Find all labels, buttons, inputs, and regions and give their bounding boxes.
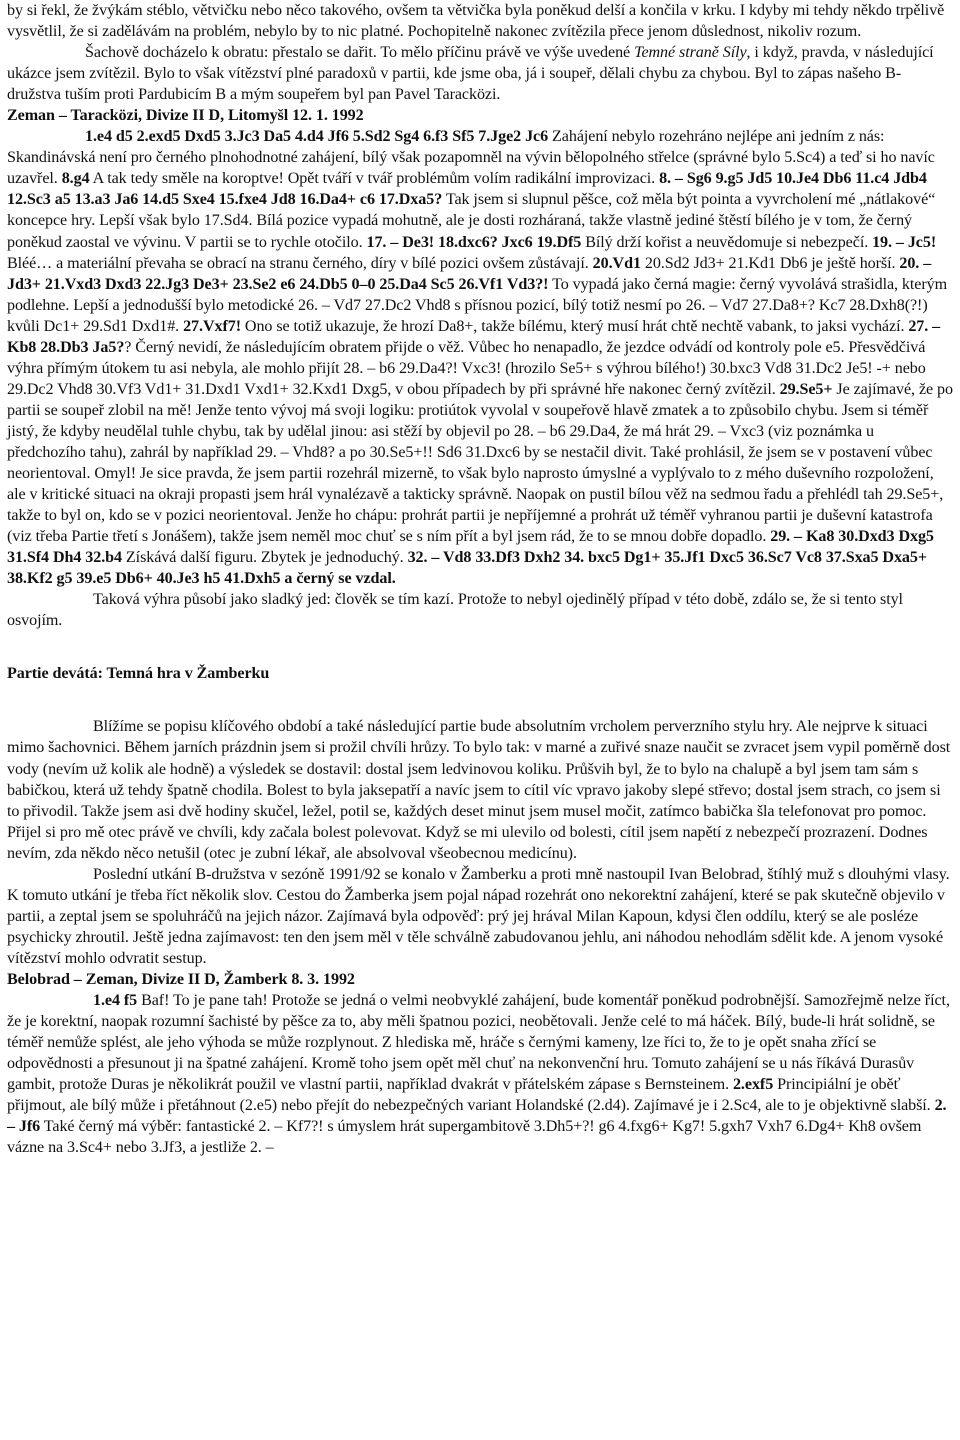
section-title: Partie devátá: Temná hra v Žamberku bbox=[7, 665, 270, 683]
comment: ? Černý nevidí, že následujícím obratem přijde o věž. Vůbec ho nenapadlo, že jezdce odvádí od kontroly pole e5. Přesvědčivá výhra přímým útokem tu asi nebyla, ale mohlo přijít 28. – b6 29.Da4?! Vxc3! (hrozilo Se5+ s výhrou bílého!) 30.bxc3 Vd8 31.Dc2 Je5! -+ nebo 29.Dc2 Vhd8 30.Vf3 Vd1+ 31.Dxd1 Vxd1+ 32.Kxd1 Dxg5, v obou případech by při správné hře nakonec černý zvítězil. bbox=[7, 338, 926, 398]
moves: 1.e4 f5 bbox=[93, 992, 138, 1010]
comment: Principiální je oběť přijmout, ale bílý může i přetáhnout (2.e5) nebo přejít do nebezpečných variant Holandské (2.d4). Zajímavé je i 2.Sc4, ale to je objektivně slabší. bbox=[7, 1076, 935, 1115]
moves: 32. – Vd8 33.Df3 Dxh2 34. bxc5 Dg1+ 35.Jf1 Dxc5 36.Sc7 Vc8 37.Sxa5 Dxa5+ 38.Kf2 g5 39.e5 Db6+ 40.Je3 h5 41.Dxh5 a černý se vzdal. bbox=[7, 549, 927, 588]
moves: 20.Vd1 bbox=[592, 254, 641, 272]
comment: Tak jsem si slupnul pěšce, což měla být pointa a vyvrcholení mé „nátlakové“ koncepce hry. Lepší však bylo 17.Sd4. Bílá pozice vypadá mohutně, ale je dosti rozháraná, takže vlastně jediné štěstí bílého je v tom, že černý poněkud zaostal ve vývinu. V partii se to rychle otočilo. bbox=[7, 191, 936, 251]
comment: Baf! To je pane tah! Protože se jedná o velmi neobvyklé zahájení, bude komentář poněkud podrobnější. Samozřejmě nelze říct, že je korektní, naopak rozumní šachisté by pěšce za to, aby měli špatnou pozici, neobětovali. Jenže celé to má háček. Bílý, bude-li hrát solidně, se téměř nemůže splést, ale jeho výhoda se může rozplynout. Z hlediska mě, hráče s černými kameny, lze říci to, že to je opět snaha zřící se odpovědnosti a přesunout ji na špatné zahájení. Kromě toho jsem opět měl chuť na nekonvenční hru. Tomuto zahájení se u nás říkává Durasův gambit, protože Duras je několikrát použil ve vlastní partii, například dvakrát v přátelském zápase s Bernsteinem. bbox=[7, 992, 950, 1094]
comment: Zahájení nebylo rozehráno nejlépe ani jedním z nás: Skandinávská není pro černého plnohodnotné zahájení, bílý však pozapomněl na vývin bělopolného střelce (správné bylo 5.Sc4) a teď si ho navíc uzavřel. bbox=[7, 128, 935, 188]
game-header-zeman-taraczozi: Zeman – Taracközi, Divize II D, Litomyšl 12. 1. 1992 bbox=[7, 107, 364, 125]
text-run: , i když, pravda, v následující ukázce jsem zvítězil. Bylo to však vítězství plné paradoxů v partii, kde jsme oba, já i soupeř, dělali chybu za chybou. Byl to zápas našeho B-družstva tuším proti Pardubicím B a mým soupeřem byl pan Pavel Taracközi. bbox=[7, 44, 934, 104]
comment: Bléé… a materiální převaha se obrací na stranu černého, díry v bílé pozici ovšem zůstávají. bbox=[7, 254, 593, 272]
comment: Získává další figuru. Zbytek je jednoduchý. bbox=[121, 549, 408, 567]
moves: 2. – Jf6 bbox=[7, 1097, 947, 1136]
comment: To vypadá jako černá magie: černý vyvolává strašidla, kterým podlehne. Lepší a jednodušší bylo metodické 26. – Vd7 27.Dc2 Vhd8 s přísnou pozicí, bílý totiž nesmí po 26. – Vd7 27.Da8+? Kc7 28.Dxh8(?!) kvůli Dc1+ 29.Sd1 Dxd1#. bbox=[7, 275, 948, 335]
paragraph-after-game: Taková výhra působí jako sladký jed: člověk se tím kazí. Protože to nebyl ojedinělý případ v této době, zdálo se, že si tento styl osvojím. bbox=[7, 591, 903, 630]
moves: 20. – Jd3+ 21.Vxd3 Dxd3 22.Jg3 De3+ 23.Se2 e6 24.Db5 0–0 25.Da4 Sc5 26.Vf1 Vd3?! bbox=[7, 254, 932, 293]
paragraph-shift bbox=[7, 42, 953, 105]
moves: 29. – Ka8 30.Dxd3 Dxg5 31.Sf4 Dh4 32.b4 bbox=[7, 528, 934, 567]
moves: 17. – De3! 18.dxc6? Jxc6 19.Df5 bbox=[366, 233, 582, 251]
moves: 19. – Jc5! bbox=[872, 233, 937, 251]
moves: 8.g4 bbox=[61, 170, 90, 188]
comment: Také černý má výběr: fantastické 2. – Kf7?! s úmyslem hrát supergambitově 3.Dh5+?! g6 4.fxg6+ Kg7! 5.gxh7 Vxh7 6.Dg4+ Kh8 ovšem vázne na 3.Sc4+ nebo 3.Jf3, a jestliže 2. – bbox=[7, 1118, 922, 1157]
comment: Ono se totiž ukazuje, že hrozí Da8+, takže bílému, který musí hrát chtě nechtě vabank, to jaksi vychází. bbox=[240, 317, 909, 335]
paragraph-zamberk-match: Poslední utkání B-družstva v sezóně 1991/92 se konalo v Žamberku a proti mně nastoupil Ivan Belobrad, štíhlý muž s dlouhými vlasy. K tomuto utkání je třeba říct několik slov. Cestou do Žamberka jsem pojal nápad rozehrát ono nekorektní zahájení, které se pak skutečně objevilo v partii, a zeptal jsem se spoluhráčů na jejich názor. Zajímavá byla odpověď: prý jej hrával Milan Kapoun, kdysi člen oddílu, který se ale posléze psychicky zhroutil. Ještě jedna zajímavost: ten den jsem měl v těle schválně zabudovanou jehlu, ani náhodou nehodlám sdělit kde. A jenom vysoké vítězství mohlo odvratit sestup. bbox=[7, 865, 950, 967]
paragraph-section-intro: Blížíme se popisu klíčového období a také následující partie bude absolutním vrcholem perverzního stylu hry. Ale nejprve k situaci mimo šachovnici. Během jarních prázdnin jsem si prožil chvíli hrůzy. To bylo tak: v marné a zuřivé snaze naučit se zvracet jsem vypil poměrně dost vody (nevím už kolik ale hodně) a výsledek se dostavil: dostal jsem ledvinovou koliku. Průšvih byl, že to bylo na chalupě a byl jsem tam sám s babičkou, která už tehdy špatně chodila. Bolest to byla jaksepatří a navíc jsem to cítil víc vpravo jakoby slepé střevo; dostal jsem strach, co jsem si to přivodil. Takže jsem asi dvě hodiny skučel, ležel, potil se, každých deset minut jsem musel močit, zatímco babička šla telefonovat pro pomoc. Přijel si pro mě otec právě ve chvíli, kdy začala bolest polevovat. Když se mi ulevilo od bolesti, cítil jsem napětí z nebezpečí prozrazení. Dodnes nevím, zda někdo něco netušil (otec je zubní lékař, ale absolvoval všeobecnou medicínu). bbox=[7, 718, 951, 862]
italic-term: Temné straně Síly bbox=[634, 44, 747, 62]
game-annotation-1 bbox=[7, 126, 953, 589]
comment: A tak tedy směle na koroptve! Opět tváří v tvář problémům volím radikální improvizaci. bbox=[89, 170, 660, 188]
spacer bbox=[7, 631, 953, 663]
moves: 2.exf5 bbox=[732, 1076, 774, 1094]
text-run: Šachově docházelo k obratu: přestalo se dařit. To mělo příčinu právě ve výše uvedené bbox=[85, 44, 635, 62]
paragraph-opening: by si řekl, že žvýkám stéblo, větvičku nebo něco takového, ovšem ta větvička byla poněkud delší a končila v krku. I kdyby mi tehdy někdo trpělivě vysvětlil, že si zadělávám na problém, nebylo by to nic platné. Pochopitelně nakonec zvítězila přece jenom důslednost, nikoliv rozum. bbox=[7, 2, 945, 41]
game-annotation-2 bbox=[7, 990, 953, 1158]
comment: Je zajímavé, že po partii se soupeř zlobil na mě! Jenže tento vývoj má svoji logiku: protiútok vyvolal v soupeřově hlavě zmatek a to způsobilo chybu. Jsem si téměř jistý, že kdyby neudělal tuhle chybu, tak by udělal jinou: asi stěží by objevil po 28. – b6 29.Da4, že má hrát 29. – Vxc3 (viz poznámka u předchozího tahu), zahrál by například 29. – Vhd8? a po 30.Se5+!! Sd6 31.Dxc6 by se nestačil divit. Také prohlásil, že jsem se v postavení vůbec neorientoval. Omyl! Je sice pravda, že jsem partii rozehrál mizerně, to však bylo naprosto úmyslné a vyplývalo to z mého duševního rozpoložení, ale v kritické situaci na okraji propasti jsem hrál vynalézavě a takticky správně. Naopak on pustil bílou věž na sedmou řadu a přehlédl tah 29.Se5+, takže to byl on, kdo se v pozici neorientoval. Jenže ho chápu: prohrát partii je nepříjemné a prohrát už téměř vyhranou partii je duševní katastrofa (viz třeba Partie třetí s Jonášem), takže jsem neměl moc chuť se s ním přít a byl jsem rád, že to se mnou dobře dopadlo. bbox=[7, 380, 953, 546]
moves: 27.Vxf7! bbox=[183, 317, 241, 335]
comment: Bílý drží kořist a neuvědomuje si nebezpečí. bbox=[581, 233, 873, 251]
moves: 8. – Sg6 9.g5 Jd5 10.Je4 Db6 11.c4 Jdb4 12.Sc3 a5 13.a3 Ja6 14.d5 Sxe4 15.fxe4 Jd8 16.Da4+ c6 17.Dxa5? bbox=[7, 170, 927, 209]
moves: 29.Se5+ bbox=[779, 380, 833, 398]
moves: 27. – Kb8 28.Db3 Ja5? bbox=[7, 317, 941, 356]
moves: 1.e4 d5 2.exd5 Dxd5 3.Jc3 Da5 4.d4 Jf6 5.Sd2 Sg4 6.f3 Sf5 7.Jge2 Jc6 bbox=[85, 128, 549, 146]
game-header-belobrad-zeman: Belobrad – Zeman, Divize II D, Žamberk 8. 3. 1992 bbox=[7, 970, 355, 988]
spacer bbox=[7, 684, 953, 716]
comment: 20.Sd2 Jd3+ 21.Kd1 Db6 je ještě horší. bbox=[640, 254, 900, 272]
